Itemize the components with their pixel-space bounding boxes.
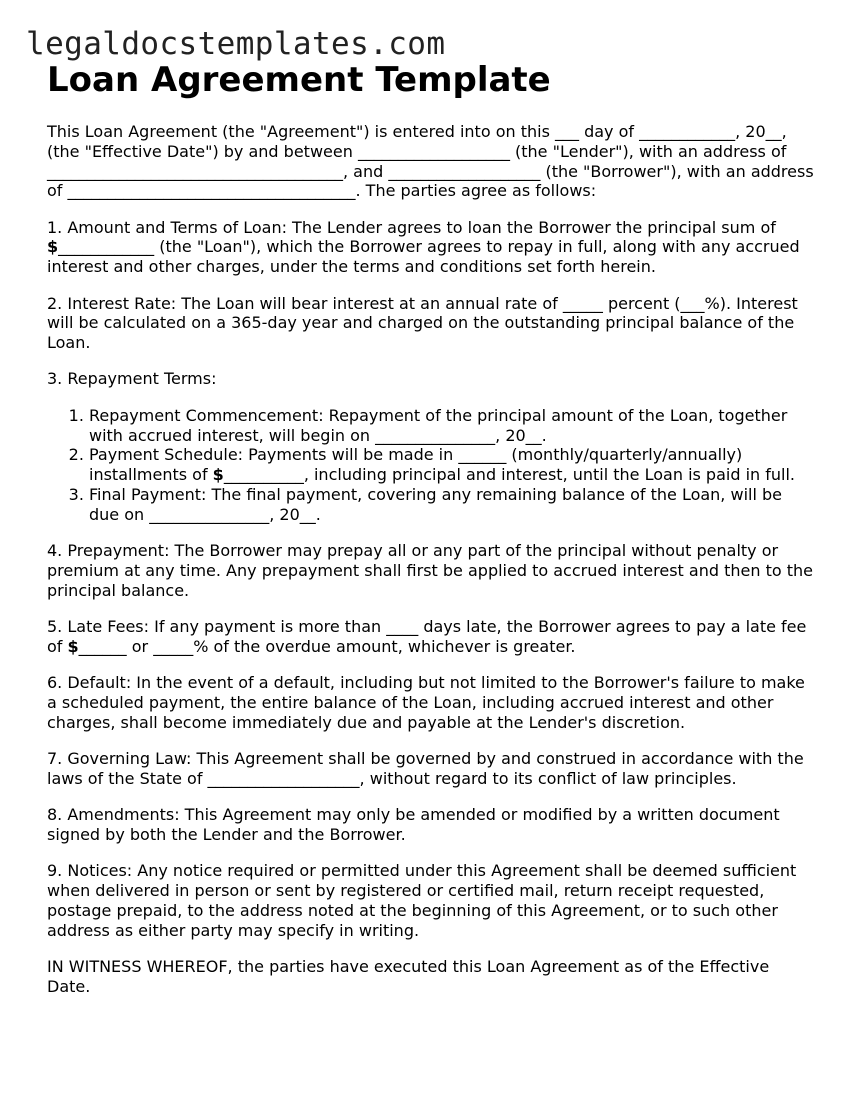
section-amount-terms-text: 1. Amount and Terms of Loan: The Lender agrees to loan the Borrower the principal sum of (47, 217, 776, 237)
section-amount-terms (47, 218, 817, 277)
section-default: 6. Default: In the event of a default, including but not limited to the Borrower's failure to make a scheduled payment, the entire balance of the Loan, including accrued interest and other charges, shall become immediately due and payable at the Lender's discretion. (47, 673, 805, 732)
dollar-sign: $ (212, 465, 224, 485)
late-fees-text: 5. Late Fees: If any payment is more than ____ days late, the Borrower agrees to pay a late fee of (47, 616, 807, 656)
dollar-sign: $ (47, 237, 59, 257)
section-amendments: 8. Amendments: This Agreement may only be amended or modified by a written document signed by both the Lender and the Borrower. (47, 805, 780, 844)
section-interest-rate: 2. Interest Rate: The Loan will bear interest at an annual rate of _____ percent (___%). Interest will be calculated on a 365-day year and charged on the outstanding principal balance of the Loan. (47, 293, 798, 353)
document-title: Loan Agreement Template (47, 60, 551, 100)
payment-schedule-text: Payment Schedule: Payments will be made in ______ (monthly/quarterly/annually) installments of (89, 445, 743, 485)
repayment-terms-list (47, 406, 817, 525)
section-governing-law: 7. Governing Law: This Agreement shall be governed by and construed in accordance with the laws of the State of ___________________, without regard to its conflict of law principles. (47, 748, 804, 788)
payment-schedule-text-2: __________, including principal and interest, until the Loan is paid in full. (223, 465, 795, 485)
intro-paragraph: This Loan Agreement (the "Agreement") is entered into on this ___ day of ____________, 20__, (the "Effective Date") by and between ___________________ (the "Lender"), with an address of _____________________________________, and ___________________ (the "Borrower"), with an address of ____________________________________. The parties agree as follows: (47, 122, 814, 201)
section-prepayment: 4. Prepayment: The Borrower may prepay all or any part of the principal without penalty or premium at any time. Any prepayment shall first be applied to accrued interest and then to the principal balance. (47, 541, 813, 600)
witness-clause: IN WITNESS WHEREOF, the parties have executed this Loan Agreement as of the Effective Date. (47, 956, 770, 996)
list-item-repayment-commencement: 1. Repayment Commencement: Repayment of the principal amount of the Loan, together with accrued interest, will begin on _______________, 20__. (89, 406, 817, 446)
document-body (47, 122, 817, 1013)
section-notices: 9. Notices: Any notice required or permitted under this Agreement shall be deemed sufficient when delivered in person or sent by registered or certified mail, return receipt requested, postage prepaid, to the address noted at the beginning of this Agreement, or to such other address as either party may specify in writing. (47, 861, 797, 940)
site-watermark: legaldocstemplates.com (26, 26, 446, 62)
section-late-fees (47, 617, 817, 657)
section-amount-terms-text-2: ____________ (the "Loan"), which the Borrower agrees to repay in full, along with any accrued interest and other charges, under the terms and conditions set forth herein. (47, 237, 800, 277)
list-item-final-payment: 3. Final Payment: The final payment, covering any remaining balance of the Loan, will be due on _______________, 20__. (89, 485, 817, 525)
dollar-sign: $ (67, 636, 79, 656)
section-repayment-terms: 3. Repayment Terms: (47, 369, 217, 389)
list-item-payment-schedule (89, 445, 817, 485)
late-fees-text-2: ______ or _____% of the overdue amount, whichever is greater. (78, 636, 576, 656)
